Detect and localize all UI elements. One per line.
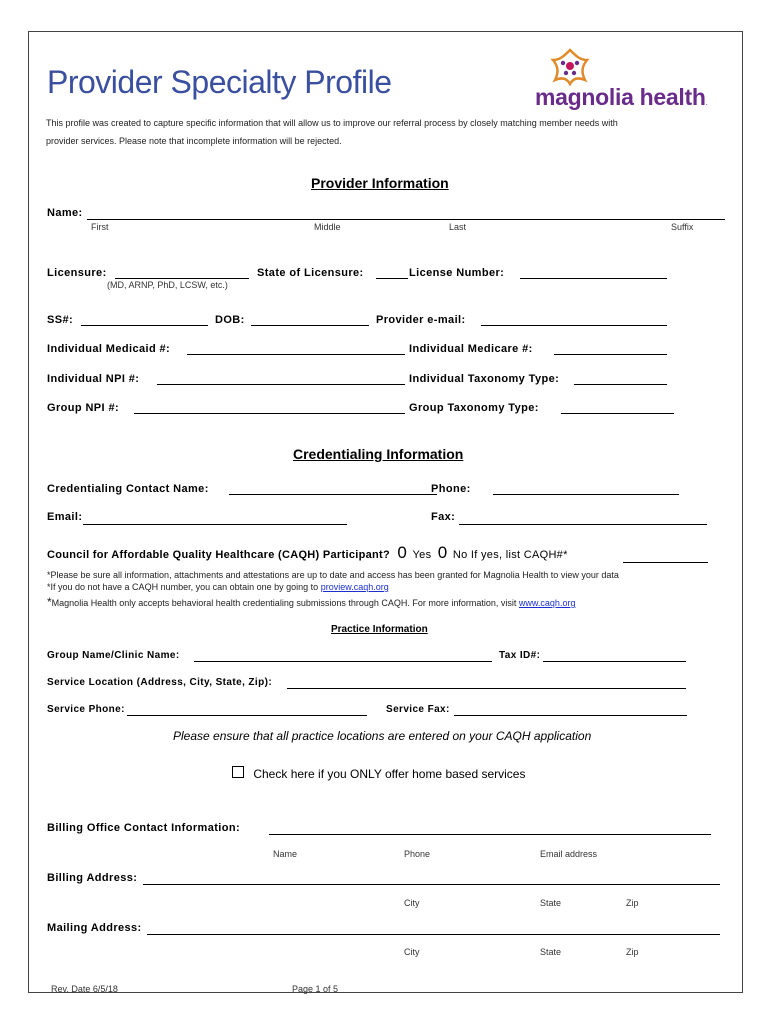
group-npi-label: Group NPI #: <box>47 402 120 414</box>
medicare-field[interactable] <box>554 354 667 355</box>
practice-info-heading: Practice Information <box>331 624 428 635</box>
npi-label: Individual NPI #: <box>47 373 140 385</box>
mailing-city-hint: City <box>404 947 420 957</box>
name-field[interactable] <box>87 219 725 220</box>
group-taxonomy-label: Group Taxonomy Type: <box>409 402 539 414</box>
caqh-question <box>47 543 568 563</box>
billing-contact-label: Billing Office Contact Information: <box>47 822 241 834</box>
medicare-label: Individual Medicare #: <box>409 343 533 355</box>
service-phone-field[interactable] <box>127 715 367 716</box>
form-page <box>28 31 743 993</box>
mailing-address-field[interactable] <box>147 934 720 935</box>
licensure-field[interactable] <box>115 278 249 279</box>
medicaid-label: Individual Medicaid #: <box>47 343 171 355</box>
caqh-note-2-text: *If you do not have a CAQH number, you can obtain one by going to <box>47 582 319 592</box>
service-fax-field[interactable] <box>454 715 687 716</box>
group-name-field[interactable] <box>194 661 492 662</box>
name-first-hint: First <box>91 222 109 232</box>
credentialing-fax-label: Fax: <box>431 511 456 523</box>
home-based-checkbox[interactable] <box>232 766 244 778</box>
tax-id-field[interactable] <box>543 661 686 662</box>
billing-email-hint: Email address <box>540 849 598 859</box>
credentialing-phone-field[interactable] <box>493 494 679 495</box>
state-licensure-field[interactable] <box>376 278 408 279</box>
service-fax-label: Service Fax: <box>386 704 450 715</box>
credentialing-heading: Credentialing Information <box>293 446 464 462</box>
revision-date: Rev. Date 6/5/18 <box>51 984 118 994</box>
group-npi-field[interactable] <box>134 413 405 414</box>
caqh-reminder: Please ensure that all practice locations are entered on your CAQH application <box>173 729 592 743</box>
mailing-address-label: Mailing Address: <box>47 922 142 934</box>
logo-trademark: . <box>705 98 708 107</box>
taxonomy-field[interactable] <box>574 384 667 385</box>
name-middle-hint: Middle <box>314 222 341 232</box>
tax-id-label: Tax ID#: <box>499 650 541 661</box>
caqh-note-2 <box>47 582 389 592</box>
ss-label: SS#: <box>47 314 74 326</box>
licensure-hint: (MD, ARNP, PhD, LCSW, etc.) <box>107 280 228 290</box>
taxonomy-label: Individual Taxonomy Type: <box>409 373 560 385</box>
provider-email-label: Provider e-mail: <box>376 314 466 326</box>
dob-field[interactable] <box>251 325 369 326</box>
license-number-field[interactable] <box>520 278 667 279</box>
credentialing-email-label: Email: <box>47 511 83 523</box>
logo-wordmark <box>535 84 708 111</box>
home-based-label: Check here if you ONLY offer home based services <box>253 767 526 781</box>
caqh-number-label: If yes, list CAQH#* <box>470 549 568 561</box>
provider-email-field[interactable] <box>481 325 667 326</box>
name-last-hint: Last <box>449 222 467 232</box>
ss-field[interactable] <box>81 325 208 326</box>
mailing-zip-hint: Zip <box>626 947 639 957</box>
caqh-note-3 <box>47 595 575 609</box>
dob-label: DOB: <box>215 314 245 326</box>
logo-text: magnolia health <box>535 84 706 110</box>
credentialing-email-field[interactable] <box>83 524 347 525</box>
credentialing-fax-field[interactable] <box>459 524 707 525</box>
licensure-label: Licensure: <box>47 267 107 279</box>
caqh-no-option[interactable]: 0 <box>437 543 448 562</box>
caqh-label: Council for Affordable Quality Healthcare (CAQH) Participant? <box>47 549 391 561</box>
credentialing-phone-label: Phone: <box>431 483 471 495</box>
license-number-label: License Number: <box>409 267 505 279</box>
proview-link[interactable]: proview.caqh.org <box>320 582 389 592</box>
caqh-yes-option[interactable]: 0 <box>397 543 408 562</box>
billing-zip-hint: Zip <box>626 898 639 908</box>
caqh-note-3-text: Magnolia Health only accepts behavioral health credentialing submissions through CAQH. For more information, visit <box>51 598 517 608</box>
npi-field[interactable] <box>157 384 405 385</box>
home-based-option[interactable] <box>232 766 525 781</box>
service-phone-label: Service Phone: <box>47 704 125 715</box>
caqh-link[interactable]: www.caqh.org <box>518 598 576 608</box>
name-label: Name: <box>47 207 83 219</box>
group-name-label: Group Name/Clinic Name: <box>47 650 180 661</box>
billing-phone-hint: Phone <box>404 849 431 859</box>
state-licensure-label: State of Licensure: <box>257 267 364 279</box>
page-number: Page 1 of 5 <box>292 984 339 994</box>
intro-line-2: provider services. Please note that incomplete information will be rejected. <box>46 136 342 146</box>
caqh-note-3-star: * <box>47 595 52 609</box>
billing-contact-field[interactable] <box>269 834 711 835</box>
caqh-yes-label: Yes <box>412 549 432 561</box>
service-location-label: Service Location (Address, City, State, Zip): <box>47 677 273 688</box>
intro-line-1: This profile was created to capture specific information that will allow us to improve our referral process by closely matching member needs with <box>46 118 618 128</box>
name-suffix-hint: Suffix <box>671 222 694 232</box>
medicaid-field[interactable] <box>187 354 405 355</box>
billing-name-hint: Name <box>273 849 298 859</box>
credentialing-contact-label: Credentialing Contact Name: <box>47 483 209 495</box>
credentialing-contact-field[interactable] <box>229 494 437 495</box>
magnolia-flower-icon <box>547 46 593 86</box>
billing-address-label: Billing Address: <box>47 872 138 884</box>
billing-city-hint: City <box>404 898 420 908</box>
billing-address-field[interactable] <box>143 884 720 885</box>
service-location-field[interactable] <box>287 688 686 689</box>
billing-state-hint: State <box>540 898 562 908</box>
caqh-number-field[interactable] <box>623 562 708 563</box>
group-taxonomy-field[interactable] <box>561 413 674 414</box>
provider-info-heading: Provider Information <box>311 175 449 191</box>
page-title: Provider Specialty Profile <box>47 64 392 100</box>
caqh-no-label: No <box>452 549 468 561</box>
mailing-state-hint: State <box>540 947 562 957</box>
magnolia-logo <box>527 46 717 114</box>
caqh-note-1: *Please be sure all information, attachments and attestations are up to date and access has been granted for Magnolia Health to view your data <box>47 570 619 580</box>
